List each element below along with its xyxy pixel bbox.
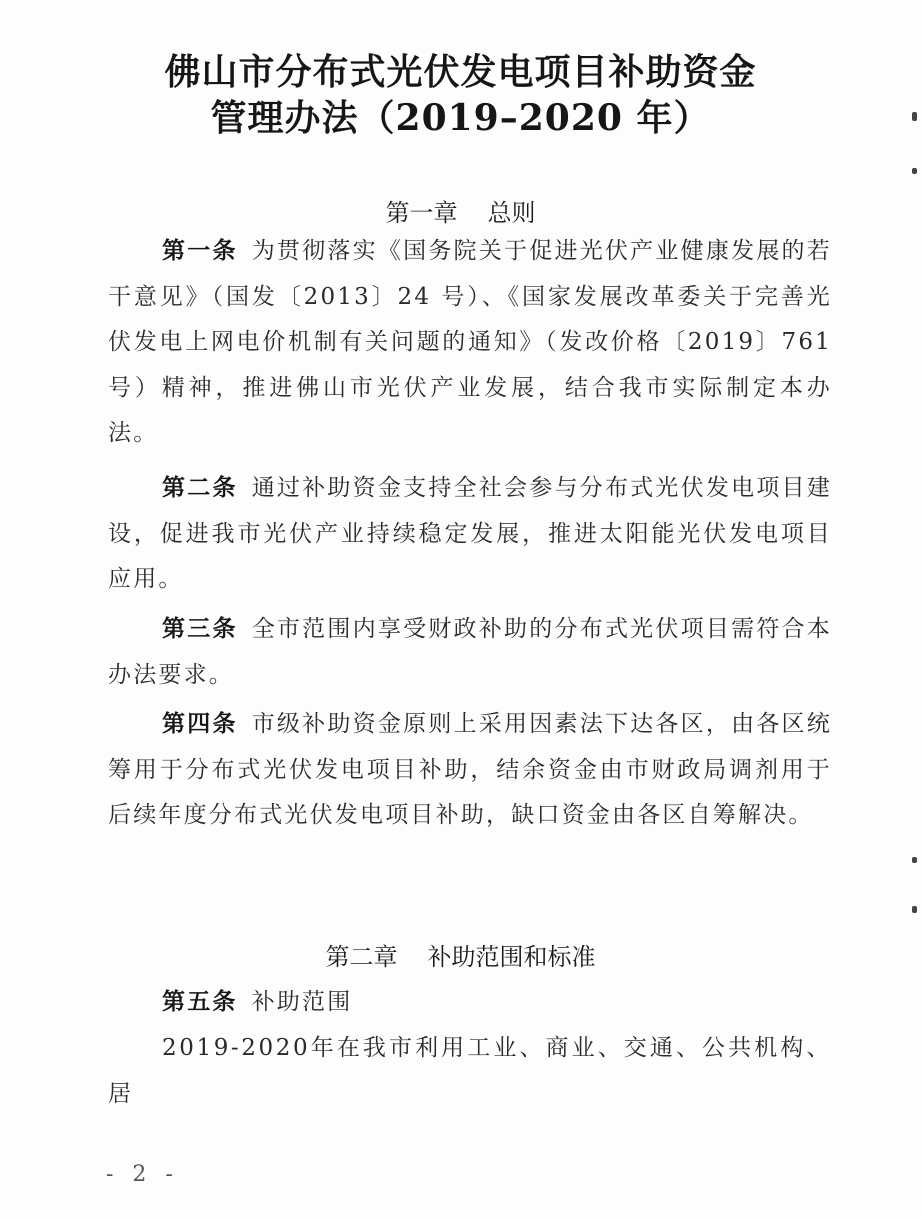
scan-edge-mark [912,906,917,913]
scan-edge-mark [912,857,917,863]
chapter-1-number: 第一章 [385,199,458,227]
article-3 [108,607,832,698]
article-5 [108,980,832,1026]
article-1-label: 第一条 [162,238,238,264]
article-4 [108,702,832,839]
chapter-1-heading [0,193,921,228]
article-3-label: 第三条 [162,616,238,642]
chapter-2-number: 第二章 [325,943,398,971]
article-2 [108,466,832,603]
body-paragraph-tail: 2019-2020年在我市利用工业、商业、交通、公共机构、居 [108,1035,832,1107]
page-number: - 2 - [106,1162,179,1187]
article-2-text: 通过补助资金支持全社会参与分布式光伏发电项目建设，促进我市光伏产业持续稳定发展，推进太阳能光伏发电项目应用。 [108,475,832,592]
document-title-line-1: 佛山市分布式光伏发电项目补助资金 [164,51,757,93]
article-5-label: 第五条 [162,989,238,1015]
article-4-label: 第四条 [162,711,238,737]
article-5-text: 补助范围 [251,989,353,1015]
chapter-2-name: 补助范围和标准 [427,943,596,971]
chapter-1-name: 总则 [487,199,536,227]
article-4-text: 市级补助资金原则上采用因素法下达各区，由各区统筹用于分布式光伏发电项目补助，结余资金由市财政局调剂用于后续年度分布式光伏发电项目补助，缺口资金由各区自筹解决。 [108,711,832,828]
document-title-line-2: 管理办法（2019–2020 年） [210,97,711,139]
article-1-text: 为贯彻落实《国务院关于促进光伏产业健康发展的若干意见》（国发〔2013〕24 号）、《国家发展改革委关于完善光伏发电上网电价机制有关问题的通知》（发改价格〔2019〕761 号）精神，推进佛山市光伏产业发展，结合我市实际制定本办法。 [108,238,832,446]
chapter-2-heading [0,937,921,972]
scan-edge-mark [912,112,917,121]
article-3-text: 全市范围内享受财政补助的分布式光伏项目需符合本办法要求。 [108,616,832,688]
scan-edge-mark [912,168,917,174]
article-1 [108,229,832,457]
article-2-label: 第二条 [162,475,238,501]
